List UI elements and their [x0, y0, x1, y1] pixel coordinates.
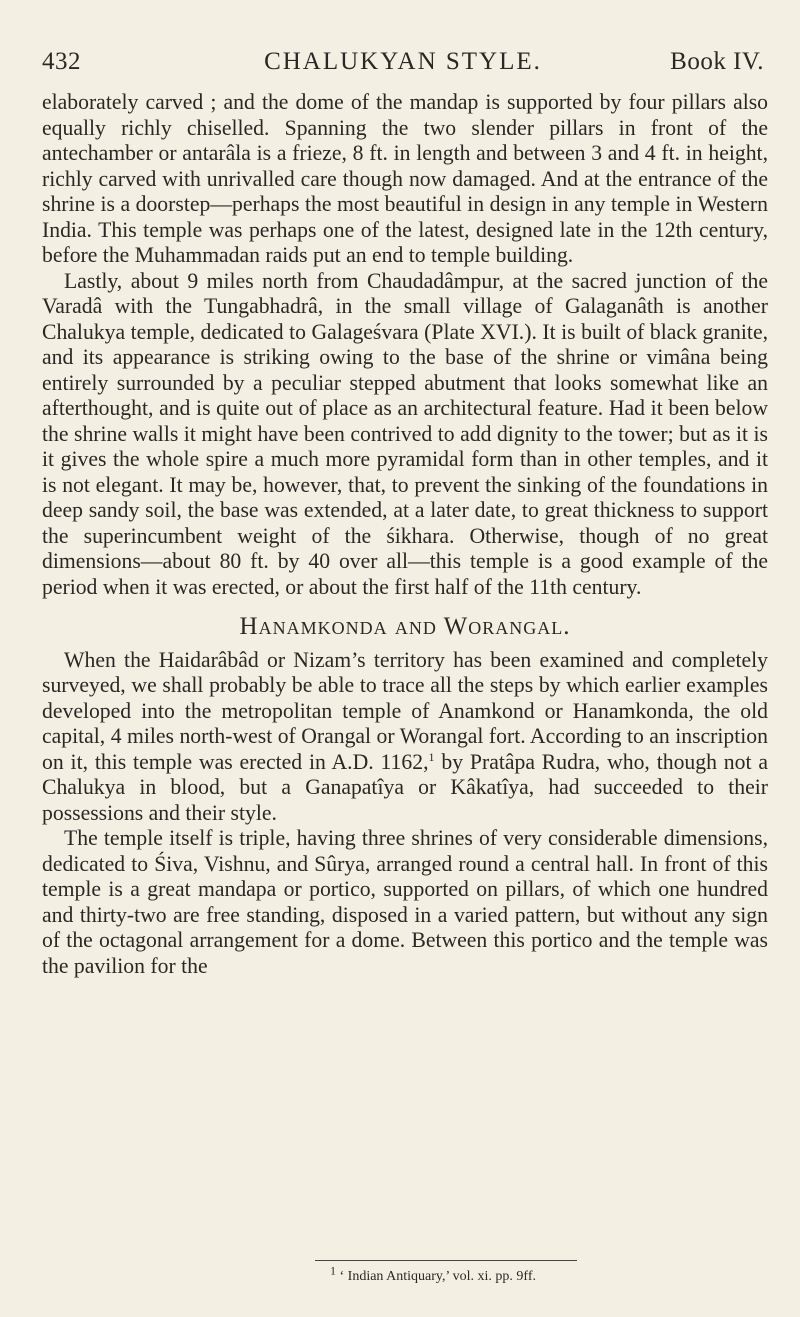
- footnote-reference: 1: [428, 749, 435, 764]
- paragraph-4: The temple itself is triple, having three shrines of very considerable dimensions, dedicated to Śiva, Vishnu, and Sûrya, arranged round a central hall. In front of this temple is a great mandapa or portico, supported on pillars, of which one hundred and thirty-two are free standing, disposed in a varied pattern, but without any sign of the octagonal arrangement for a dome. Between this portico and the temple was the pavilion for the: [42, 826, 768, 978]
- paragraph-2: Lastly, about 9 miles north from Chaudadâmpur, at the sacred junction of the Varadâ with the Tungabhadrâ, in the small village of Galaganâth is another Chalukya temple, dedicated to Galageśvara (Plate XVI.). It is built of black granite, and its appearance is striking owing to the base of the shrine or vimâna being entirely surrounded by a peculiar stepped abutment that looks somewhat like an afterthought, and is quite out of place as an architectural feature. Had it been below the shrine walls it might have been contrived to add dignity to the tower; but as it is it gives the whole spire a much more pyramidal form than in other temples, and it is not elegant. It may be, however, that, to prevent the sinking of the foundations in deep sandy soil, the base was extended, at a later date, to great thickness to support the superincumbent weight of the śikhara. Otherwise, though of no great dimensions—about 80 ft. by 40 over all—this temple is a good example of the period when it was erected, or about the first half of the 11th century.: [42, 268, 768, 599]
- paragraph-1: elaborately carved ; and the dome of the mandap is supported by four pillars also equally richly chiselled. Spanning the two slender pillars in front of the antechamber or antarâla is a frieze, 8 ft. in length and between 3 and 4 ft. in height, richly carved with unrivalled care though now damaged. And at the entrance of the shrine is a doorstep—perhaps the most beautiful in design in any temple in Western India. This temple was perhaps one of the latest, designed late in the 12th century, before the Muhammadan raids put an end to temple building.: [42, 90, 768, 267]
- footnote: [330, 1263, 536, 1286]
- page-number: 432: [42, 48, 81, 75]
- footnote-text: ‘ Indian Antiquary,’ vol. xi. pp. 9ff.: [336, 1269, 536, 1284]
- paragraph-3-text-b: by Pratâpa Rudra, who, though not a Chalukya in blood, but a Ganapatîya or Kâkatîya, had succeeded to their possessions and their style.: [42, 749, 768, 825]
- paragraph-3-text-a: When the Haidarâbâd or Nizam’s territory has been examined and completely surveyed, we shall probably be able to trace all the steps by which earlier examples developed into the metropolitan temple of Anamkond or Hanamkonda, the old capital, 4 miles north-west of Orangal or Worangal fort. According to an inscription on it, this temple was erected in A.D. 1162,: [42, 647, 768, 774]
- paragraph-3: [42, 648, 768, 827]
- running-header: [42, 48, 764, 84]
- footnote-divider: [315, 1260, 577, 1261]
- body-text: [42, 90, 768, 979]
- section-heading: Hanamkonda and Worangal.: [239, 613, 571, 640]
- book-label: Book IV.: [670, 48, 764, 75]
- running-title: CHALUKYAN STYLE.: [264, 48, 542, 75]
- footnote-mark: 1: [330, 1263, 336, 1278]
